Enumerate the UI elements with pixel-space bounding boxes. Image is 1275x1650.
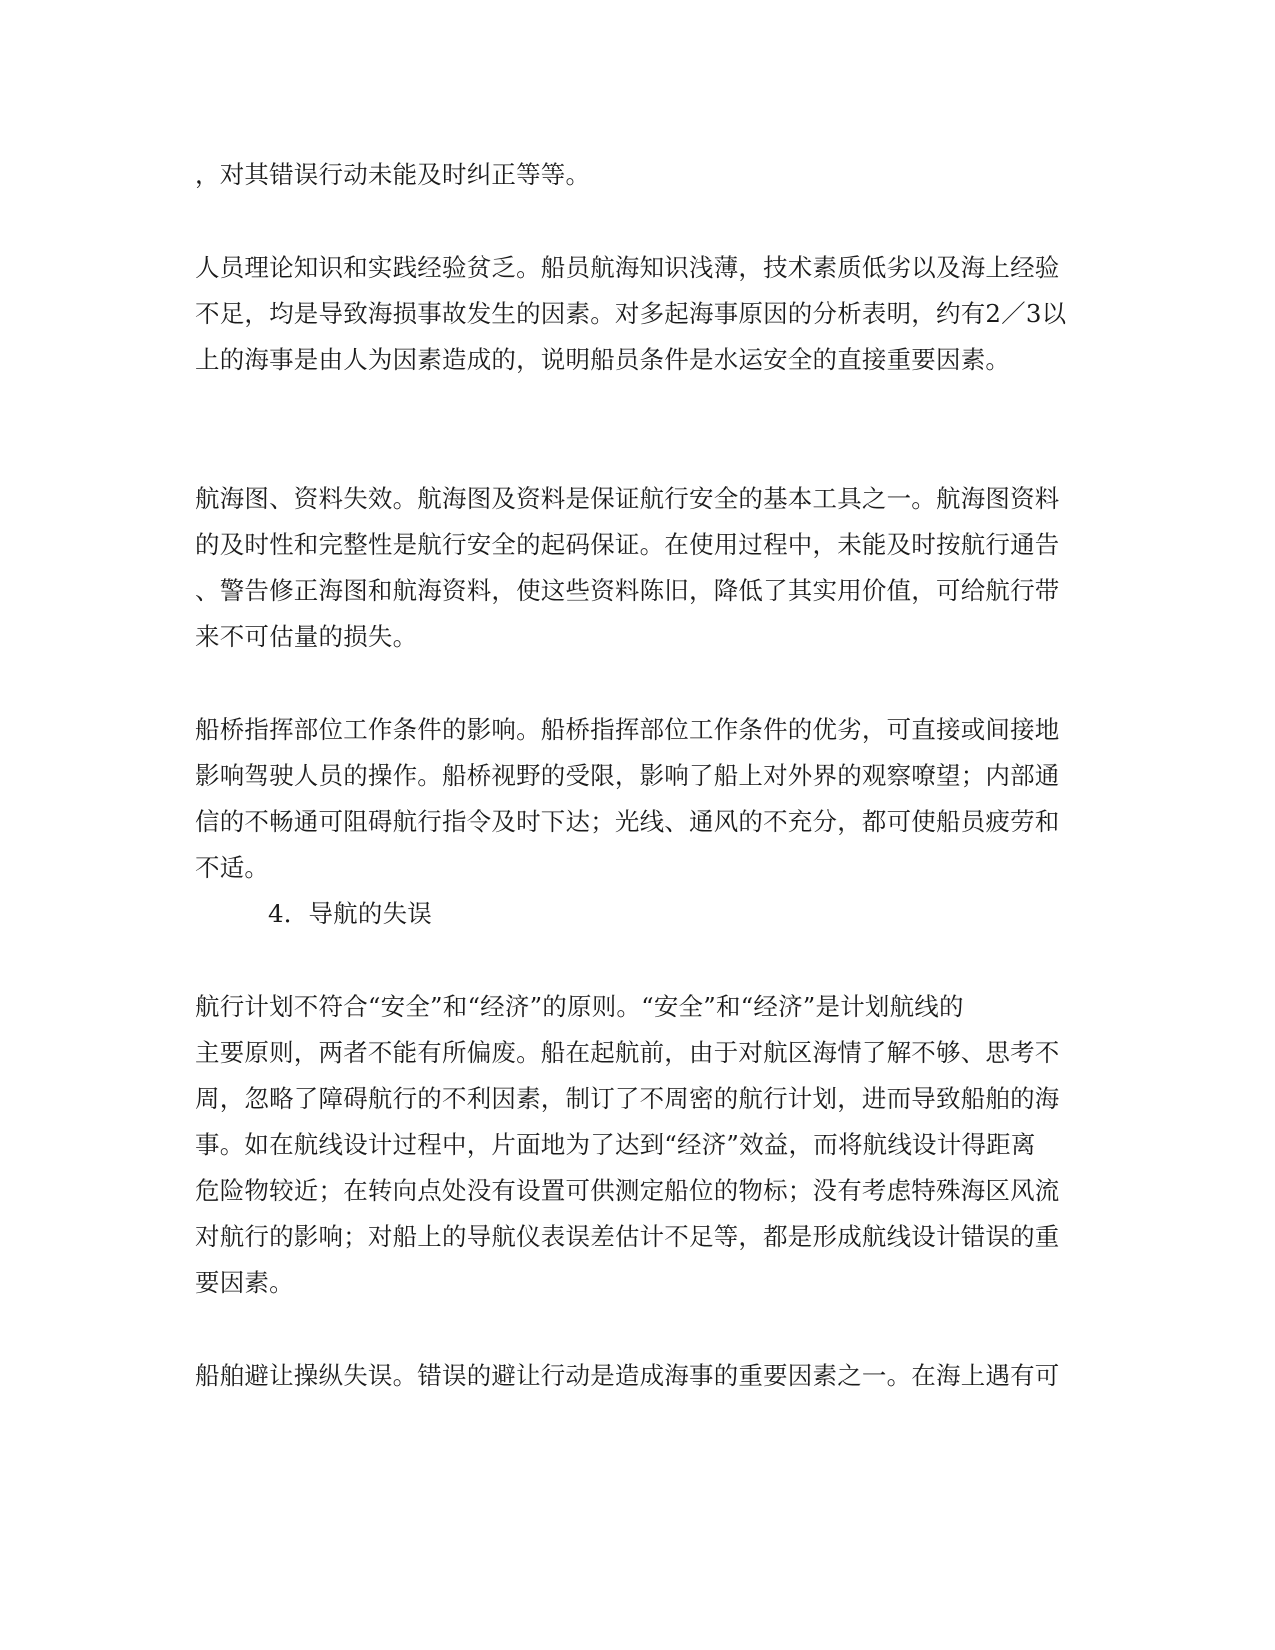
text-line: 航海图、资料失效。航海图及资料是保证航行安全的基本工具之一。航海图资料 xyxy=(195,484,1060,513)
text-line: 危险物较近；在转向点处没有设置可供测定船位的物标；没有考虑特殊海区风流 xyxy=(195,1176,1060,1205)
text-line: 船舶避让操纵失误。错误的避让行动是造成海事的重要因素之一。在海上遇有可 xyxy=(195,1361,1060,1390)
text-line: 要因素。 xyxy=(195,1268,294,1297)
text-line: 人员理论知识和实践经验贫乏。船员航海知识浅薄，技术素质低劣以及海上经验 xyxy=(195,253,1060,282)
text-line: 不足，均是导致海损事故发生的因素。对多起海事原因的分析表明，约有2／3以 xyxy=(195,299,1067,328)
text-line: 来不可估量的损失。 xyxy=(195,622,418,651)
text-line: ，对其错误行动未能及时纠正等等。 xyxy=(195,160,591,189)
text-line: 船桥指挥部位工作条件的影响。船桥指挥部位工作条件的优劣，可直接或间接地 xyxy=(195,715,1060,744)
text-line: 信的不畅通可阻碍航行指令及时下达；光线、通风的不充分，都可使船员疲劳和 xyxy=(195,807,1060,836)
text-line: 、警告修正海图和航海资料，使这些资料陈旧，降低了其实用价值，可给航行带 xyxy=(195,576,1060,605)
text-line: 影响驾驶人员的操作。船桥视野的受限，影响了船上对外界的观察嘹望；内部通 xyxy=(195,761,1060,790)
text-line: 上的海事是由人为因素造成的，说明船员条件是水运安全的直接重要因素。 xyxy=(195,345,1011,374)
text-line: 事。如在航线设计过程中，片面地为了达到“经济”效益，而将航线设计得距离 xyxy=(195,1130,1036,1159)
text-line: 航行计划不符合“安全”和“经济”的原则。“安全”和“经济”是计划航线的 xyxy=(195,992,964,1021)
text-line: 的及时性和完整性是航行安全的起码保证。在使用过程中，未能及时按航行通告 xyxy=(195,530,1060,559)
text-line: 不适。 xyxy=(195,853,270,882)
text-line: 周，忽略了障碍航行的不利因素，制订了不周密的航行计划，进而导致船舶的海 xyxy=(195,1084,1060,1113)
section-heading: 4．导航的失误 xyxy=(268,899,432,928)
text-line: 对航行的影响；对船上的导航仪表误差估计不足等，都是形成航线设计错误的重 xyxy=(195,1222,1060,1251)
text-line: 主要原则，两者不能有所偏废。船在起航前，由于对航区海情了解不够、思考不 xyxy=(195,1038,1060,1067)
